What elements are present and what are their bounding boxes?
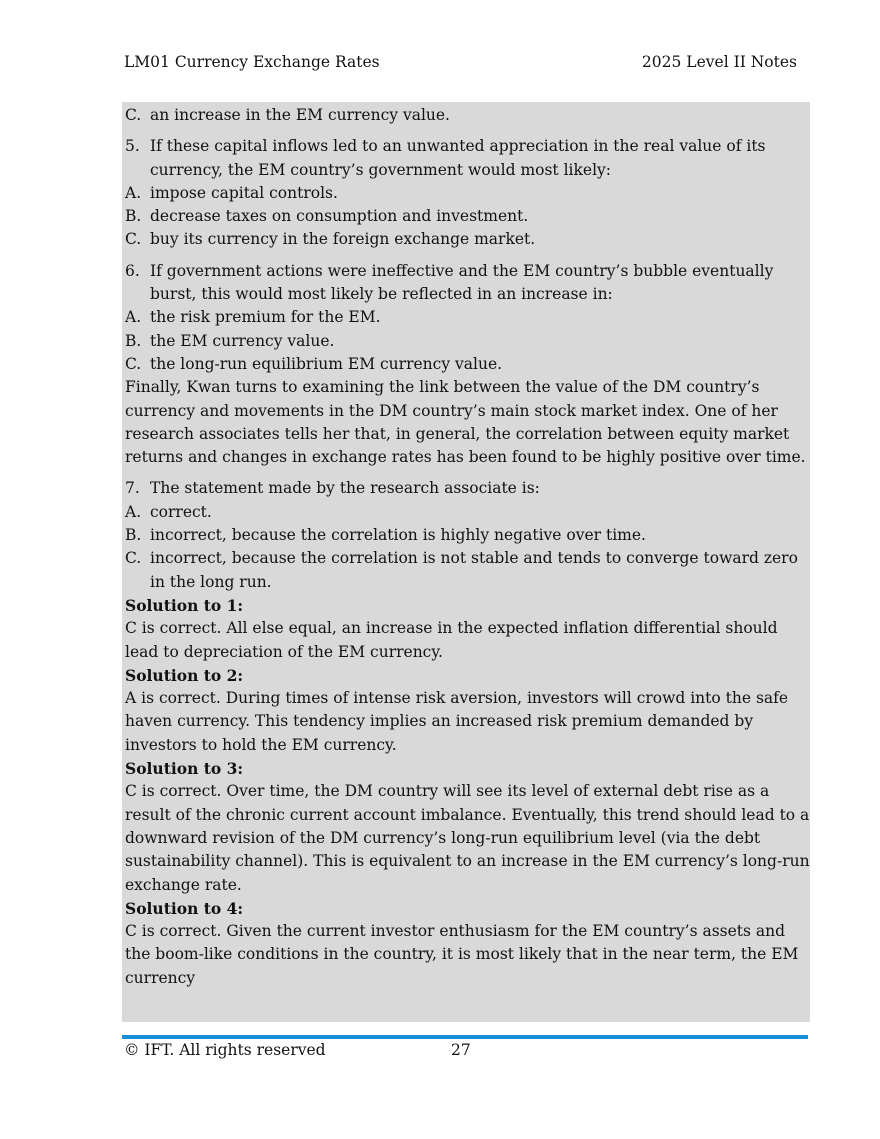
- q7-intro-paragraph: Finally, Kwan turns to examining the link between the value of the DM country’s currency and movements in the DM country’s main stock market index. One of her research associates tells her that, in general, the correlation between equity market returns and changes in exchange rates has been found to be highly positive over time.: [125, 378, 806, 467]
- header-level: 2025 Level II Notes: [641, 53, 797, 71]
- question-number: 5.: [125, 137, 140, 156]
- question-5: [125, 135, 810, 182]
- option-label: A.: [125, 308, 142, 327]
- solution-2-text: A is correct. During times of intense risk aversion, investors will crowd into the safe haven currency. This tendency implies an increased risk premium demanded by investors to hold the EM currency.: [125, 689, 789, 754]
- solution-1-text: C is correct. All else equal, an increase in the expected inflation differential should lead to depreciation of the EM currency.: [125, 619, 778, 661]
- q6-option-b: [125, 330, 810, 353]
- option-text: the risk premium for the EM.: [150, 308, 381, 327]
- footer-divider: [122, 1035, 808, 1039]
- option-label: C.: [125, 106, 142, 124]
- question-text: If government actions were ineffective and the EM country’s bubble eventually burst, this would most likely be reflected in an increase in:: [150, 261, 774, 304]
- question-number: 6.: [125, 261, 140, 280]
- q6-option-a: [125, 306, 810, 329]
- header-title: LM01 Currency Exchange Rates: [124, 53, 380, 71]
- option-text: the long-run equilibrium EM currency value.: [150, 354, 503, 373]
- option-label: B.: [125, 331, 142, 350]
- option-text: the EM currency value.: [150, 331, 335, 350]
- q5-option-a: [125, 182, 810, 205]
- q5-option-c: [125, 228, 810, 251]
- q7-option-c: [125, 547, 810, 594]
- page-number: 27: [451, 1041, 471, 1059]
- option-label: A.: [125, 502, 142, 521]
- question-number: 7.: [125, 479, 140, 498]
- solution-2-heading: Solution to 2:: [125, 665, 244, 685]
- page-header: [124, 53, 797, 71]
- option-text: an increase in the EM currency value.: [150, 106, 450, 124]
- option-label: C.: [125, 549, 142, 568]
- question-text: If these capital inflows led to an unwanted appreciation in the real value of its currency, the EM country’s government would most likely:: [150, 137, 766, 179]
- q5-option-b: [125, 205, 810, 228]
- option-text: incorrect, because the correlation is not stable and tends to converge toward zero in the long run.: [150, 549, 798, 591]
- q7-option-b: [125, 524, 810, 547]
- option-text: decrease taxes on consumption and investment.: [150, 207, 529, 226]
- q6-option-c: [125, 353, 810, 376]
- page-footer: [124, 1041, 624, 1065]
- q7-option-a: [125, 501, 810, 524]
- solution-1-heading: Solution to 1:: [125, 595, 244, 615]
- solution-3-heading: Solution to 3:: [125, 759, 244, 779]
- option-text: correct.: [150, 502, 212, 521]
- option-label: C.: [125, 354, 142, 373]
- solution-3-text: C is correct. Over time, the DM country will see its level of external debt rise as a result of the chronic current account imbalance. Eventually, this trend should lead to a downward revision of the DM currency’s long-run equilibrium level (via the debt sustainability channel). This is equivalent to an increase in the EM currency’s long-run exchange rate.: [125, 782, 810, 894]
- content-box: [122, 102, 810, 1022]
- question-text: The statement made by the research associate is:: [150, 479, 540, 498]
- question-7: [125, 477, 810, 500]
- option-label: B.: [125, 207, 142, 226]
- option-label: B.: [125, 526, 142, 545]
- option-text: incorrect, because the correlation is highly negative over time.: [150, 526, 646, 545]
- solution-4-heading: Solution to 4:: [125, 898, 244, 918]
- option-label: A.: [125, 183, 142, 202]
- option-text: impose capital controls.: [150, 183, 338, 202]
- question-6: [125, 260, 810, 307]
- q4-option-c: [125, 104, 810, 127]
- footer-copyright: © IFT. All rights reserved: [124, 1041, 326, 1059]
- option-text: buy its currency in the foreign exchange market.: [150, 230, 536, 249]
- solution-4-text: C is correct. Given the current investor enthusiasm for the EM country’s assets and the boom-like conditions in the country, it is most likely that in the near term, the EM currency: [125, 922, 799, 987]
- option-label: C.: [125, 230, 142, 249]
